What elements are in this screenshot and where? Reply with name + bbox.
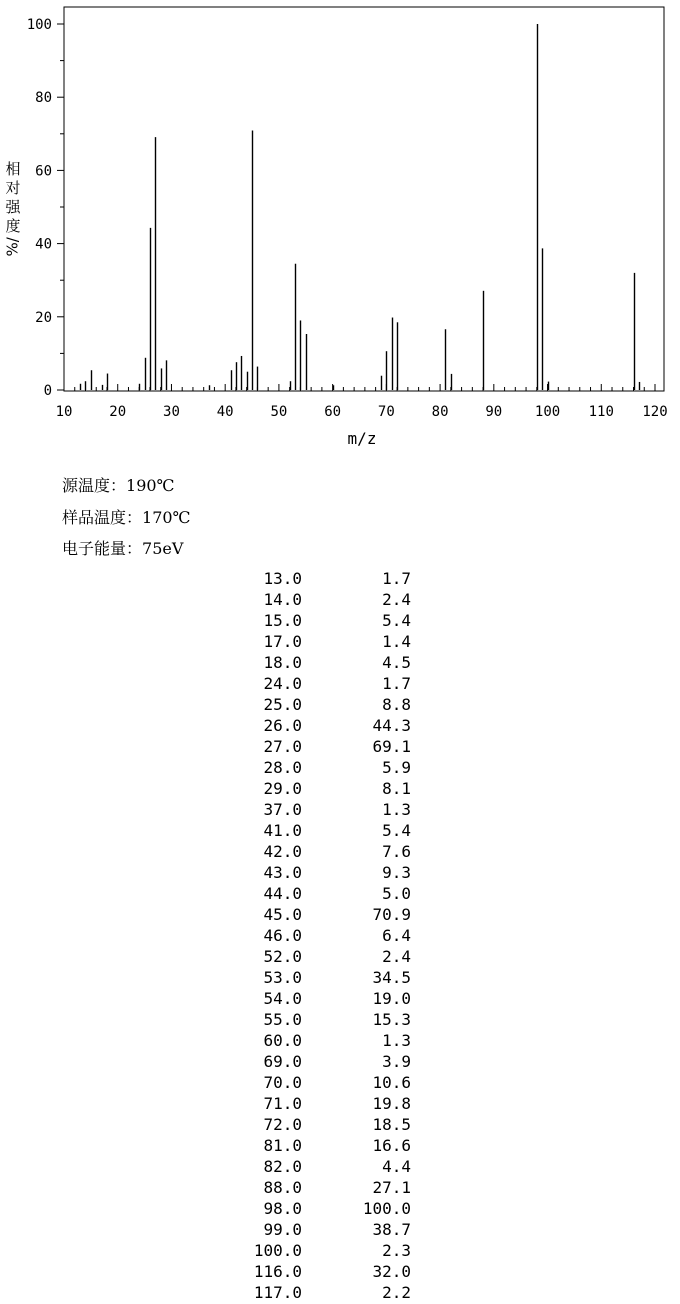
table-row [0, 673, 680, 694]
table-row [0, 694, 680, 715]
mz-value: 15.0 [263, 611, 302, 630]
intensity-value: 7.6 [382, 842, 411, 861]
x-tick-label: 110 [588, 404, 614, 420]
table-row [0, 1093, 680, 1114]
y-tick-label: 60 [35, 163, 52, 180]
intensity-value: 9.3 [382, 863, 411, 882]
table-row [0, 925, 680, 946]
intensity-value: 8.8 [382, 695, 411, 714]
y-axis-unit: %/ [3, 237, 22, 257]
mz-value: 54.0 [263, 989, 302, 1008]
x-tick-label: 50 [270, 404, 288, 420]
mz-value: 28.0 [263, 758, 302, 777]
y-tick-label: 100 [26, 17, 52, 33]
table-row [0, 610, 680, 631]
mz-value: 55.0 [263, 1010, 302, 1029]
mz-value: 17.0 [263, 632, 302, 651]
mz-value: 24.0 [263, 674, 302, 693]
mz-value: 60.0 [263, 1031, 302, 1050]
y-tick-label: 20 [35, 309, 52, 326]
mz-value: 69.0 [263, 1052, 302, 1071]
intensity-value: 70.9 [372, 905, 411, 924]
table-row [0, 988, 680, 1009]
table-row [0, 799, 680, 820]
intensity-value: 4.4 [382, 1157, 411, 1176]
mz-value: 46.0 [263, 926, 302, 945]
plot-frame [64, 7, 664, 391]
source-temperature [62, 476, 174, 496]
mz-value: 13.0 [263, 569, 302, 588]
table-row [0, 757, 680, 778]
intensity-value: 6.4 [382, 926, 411, 945]
mz-value: 70.0 [263, 1073, 302, 1092]
intensity-value: 5.4 [382, 611, 411, 630]
x-tick-label: 30 [163, 404, 180, 420]
y-tick-label: 40 [35, 236, 52, 253]
intensity-value: 34.5 [372, 968, 411, 987]
condition-value: 170℃ [142, 508, 191, 527]
y-tick-label: 80 [35, 90, 52, 107]
mz-value: 18.0 [263, 653, 302, 672]
sample-temperature [62, 508, 190, 528]
condition-label: 电子能量： [62, 539, 143, 558]
table-row [0, 1135, 680, 1156]
intensity-value: 1.7 [382, 674, 411, 693]
y-axis-label-char: 强 [5, 198, 21, 216]
table-row [0, 1282, 680, 1303]
x-tick-label: 100 [534, 404, 561, 420]
table-row [0, 862, 680, 883]
mz-value: 29.0 [263, 779, 302, 798]
y-axis-ticks [27, 17, 64, 399]
table-row [0, 1030, 680, 1051]
mz-value: 27.0 [263, 737, 302, 756]
spectrum-peaks [81, 24, 640, 390]
intensity-value: 27.1 [372, 1178, 411, 1197]
mz-value: 100.0 [253, 1241, 302, 1260]
table-row [0, 1156, 680, 1177]
y-axis-label-char: 相 [5, 160, 21, 178]
intensity-value: 44.3 [372, 716, 411, 735]
table-row [0, 1114, 680, 1135]
mz-value: 44.0 [263, 884, 302, 903]
condition-label: 源温度： [62, 476, 127, 495]
table-row [0, 883, 680, 904]
intensity-value: 38.7 [372, 1220, 411, 1239]
table-row [0, 736, 680, 757]
table-row [0, 1051, 680, 1072]
intensity-value: 100.0 [362, 1199, 411, 1218]
condition-label: 样品温度： [62, 508, 143, 527]
mz-value: 88.0 [263, 1178, 302, 1197]
electron-energy [62, 539, 183, 559]
mass-spectrum-chart [0, 0, 680, 460]
y-tick-label: 0 [43, 383, 52, 399]
intensity-value: 5.9 [382, 758, 411, 777]
mz-value: 117.0 [253, 1283, 302, 1302]
table-row [0, 715, 680, 736]
table-row [0, 589, 680, 610]
table-row [0, 568, 680, 589]
mz-value: 81.0 [263, 1136, 302, 1155]
mz-value: 116.0 [253, 1262, 302, 1281]
x-tick-label: 60 [324, 404, 342, 420]
intensity-value: 19.0 [372, 989, 411, 1008]
mz-value: 14.0 [263, 590, 302, 609]
intensity-value: 19.8 [372, 1094, 411, 1113]
mz-value: 43.0 [263, 863, 302, 882]
intensity-value: 18.5 [372, 1115, 411, 1134]
table-row [0, 652, 680, 673]
table-row [0, 1072, 680, 1093]
intensity-value: 8.1 [382, 779, 411, 798]
y-axis-label-char: 度 [5, 217, 21, 235]
table-row [0, 1009, 680, 1030]
mz-value: 72.0 [263, 1115, 302, 1134]
intensity-value: 2.3 [382, 1241, 411, 1260]
intensity-value: 2.4 [382, 590, 411, 609]
mz-value: 98.0 [263, 1199, 302, 1218]
mz-value: 37.0 [263, 800, 302, 819]
intensity-value: 16.6 [372, 1136, 411, 1155]
x-tick-label: 120 [642, 404, 668, 420]
intensity-value: 2.2 [382, 1283, 411, 1302]
table-row [0, 904, 680, 925]
intensity-value: 5.4 [382, 821, 411, 840]
x-axis-ticks [56, 384, 668, 420]
table-row [0, 967, 680, 988]
mz-value: 52.0 [263, 947, 302, 966]
table-row [0, 820, 680, 841]
x-axis-label: m/z [347, 429, 377, 448]
intensity-value: 69.1 [372, 737, 411, 756]
intensity-value: 1.3 [382, 1031, 411, 1050]
x-tick-label: 70 [377, 404, 395, 420]
mz-value: 42.0 [263, 842, 302, 861]
mz-value: 26.0 [263, 716, 302, 735]
mz-value: 41.0 [263, 821, 302, 840]
intensity-value: 3.9 [382, 1052, 411, 1071]
intensity-value: 32.0 [372, 1262, 411, 1281]
intensity-value: 4.5 [382, 653, 411, 672]
table-row [0, 1240, 680, 1261]
intensity-value: 5.0 [382, 884, 411, 903]
intensity-value: 2.4 [382, 947, 411, 966]
y-axis-label-char: 对 [5, 179, 21, 197]
intensity-value: 15.3 [372, 1010, 411, 1029]
x-tick-label: 40 [216, 404, 234, 420]
intensity-value: 1.3 [382, 800, 411, 819]
mz-value: 45.0 [263, 905, 302, 924]
table-row [0, 1261, 680, 1282]
x-tick-label: 80 [431, 404, 449, 420]
x-tick-label: 10 [55, 404, 73, 420]
mz-value: 71.0 [263, 1094, 302, 1113]
intensity-value: 1.4 [382, 632, 411, 651]
table-row [0, 946, 680, 967]
table-row [0, 778, 680, 799]
y-axis-label [4, 160, 22, 257]
table-row [0, 841, 680, 862]
mz-value: 53.0 [263, 968, 302, 987]
mz-value: 99.0 [263, 1220, 302, 1239]
intensity-value: 1.7 [382, 569, 411, 588]
condition-value: 190℃ [126, 476, 175, 495]
x-tick-label: 20 [109, 404, 127, 420]
x-tick-label: 90 [485, 404, 503, 420]
mz-value: 25.0 [263, 695, 302, 714]
table-row [0, 1219, 680, 1240]
condition-value: 75eV [142, 539, 184, 558]
table-row [0, 631, 680, 652]
table-row [0, 1198, 680, 1219]
table-row [0, 1177, 680, 1198]
intensity-value: 10.6 [372, 1073, 411, 1092]
mz-value: 82.0 [263, 1157, 302, 1176]
